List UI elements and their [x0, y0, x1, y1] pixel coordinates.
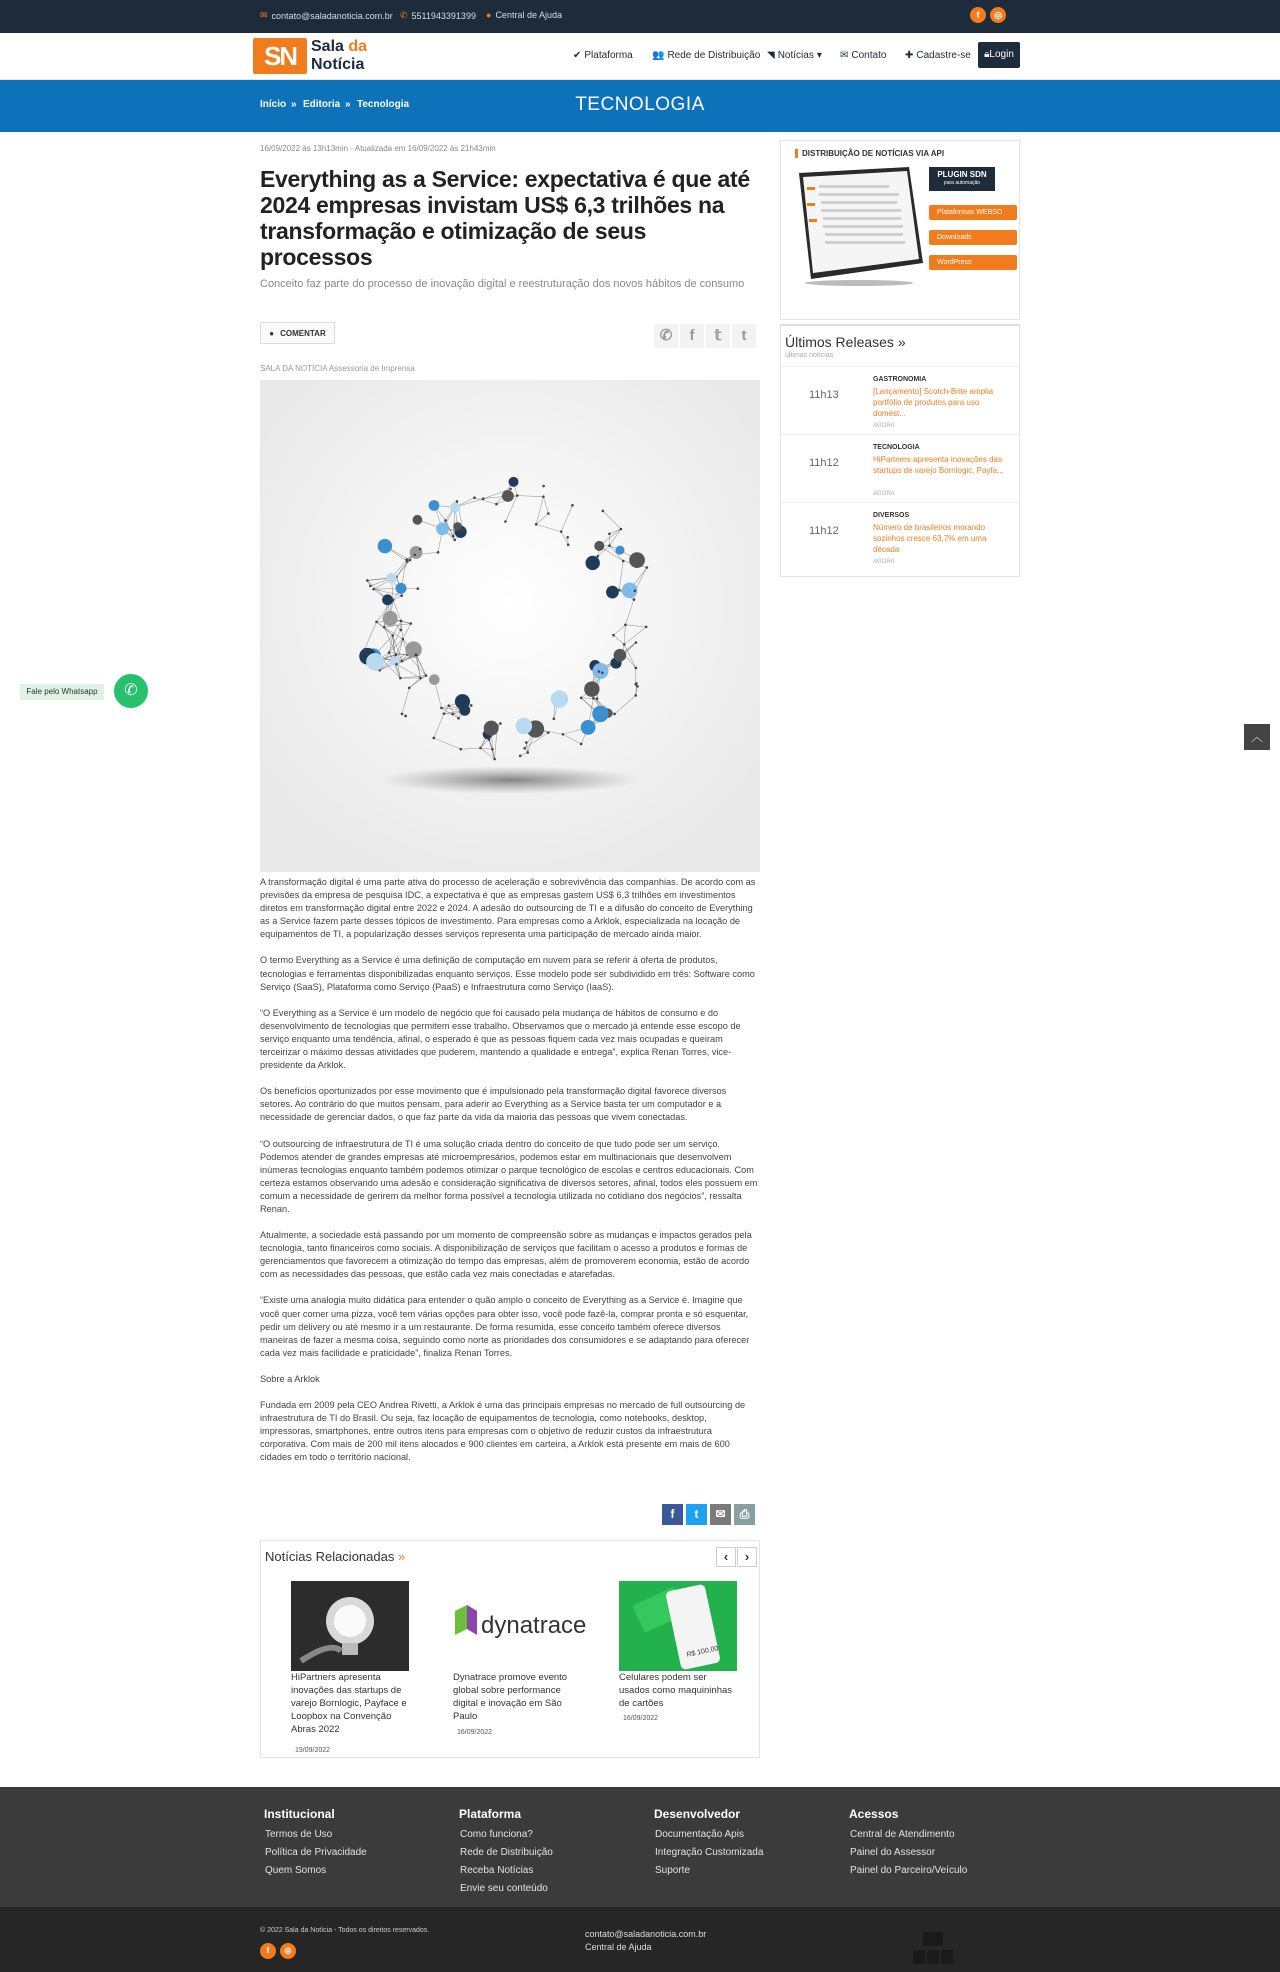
releases-subtitle: últimas notícias: [785, 352, 834, 359]
share-twitter-button[interactable]: t: [686, 1504, 707, 1525]
plugin-sdn-label: PLUGIN SDN para automação: [929, 167, 995, 191]
whatsapp-icon: ✆: [400, 10, 408, 20]
related-image[interactable]: [453, 1581, 587, 1671]
article-meta: 16/09/2022 às 13h13min - Atualizada em 16/09/2022 às 21h43min: [260, 144, 496, 153]
site-footer: [0, 1787, 1280, 1907]
envelope-icon: ✉: [260, 10, 268, 20]
article-hero-image: [260, 380, 760, 872]
related-next-button[interactable]: ›: [737, 1547, 757, 1567]
article-credit: SALA DA NOTÍCIA Assessoria de Imprensa: [260, 364, 415, 373]
article-paragraph: O termo Everything as a Service é uma definição de computação em nuvem para se referir à oferta de produtos, tecnologias e ferramentas disponibilizadas enquanto serviços. Esse modelo pode ser subdividido em três: Software como Serviço (SaaS), Plataforma como Serviço (PaaS) e Infraestrutura como Serviço (IaaS).: [260, 955, 755, 992]
section-band: [0, 80, 1280, 132]
breadcrumb-separator-icon: »: [291, 99, 297, 110]
article-subtitle: Conceito faz parte do processo de inovação digital e reestruturação dos novos hábitos de consumo: [260, 278, 745, 290]
api-dashboard-illustration: [799, 167, 927, 287]
footer-link[interactable]: Painel do Parceiro/Veículo: [850, 1865, 968, 1876]
share-whatsapp-icon[interactable]: ✆: [654, 324, 678, 348]
article-paragraph: “Existe uma analogia muito didática para entender o quão amplo o conceito de Everything as a Service é. Imagine que você quer comer uma pizza, você tem várias opções para obter isso, você pode fazê-la, comprar pronta e só esquentar, pedir um delivery ou até mesmo ir a um restaurante. De forma resumida, esse conceito também oferece diversos maneiras de fazer a mesma coisa, seguindo como norte as prioridades dos consumidores e se adaptando para oferecer cada vez mais facilidade e praticidade”, finaliza Renan Torres.: [260, 1295, 750, 1358]
footer-link[interactable]: Rede de Distribuição: [460, 1847, 553, 1858]
site-header: [0, 33, 1280, 80]
footer-link[interactable]: Como funciona?: [460, 1829, 533, 1840]
rss-icon: ◥: [767, 50, 775, 61]
related-title: Notícias Relacionadas »: [265, 1549, 406, 1564]
related-prev-button[interactable]: ‹: [716, 1547, 736, 1567]
footer-link[interactable]: Integração Customizada: [655, 1847, 764, 1858]
article-title: Everything as a Service: expectativa é que até 2024 empresas invistam US$ 6,3 trilhões na transformação e otimização de seus processos: [260, 166, 750, 270]
instagram-icon[interactable]: ◎: [280, 1943, 296, 1959]
breadcrumb-editoria[interactable]: Editoria: [303, 99, 341, 110]
footer-link[interactable]: Envie seu conteúdo: [460, 1883, 548, 1894]
envelope-icon: ✉: [840, 50, 849, 61]
api-button-wordpress[interactable]: WordPress: [929, 255, 1017, 270]
svg-text:dynatrace: dynatrace: [481, 1612, 587, 1639]
footer-link[interactable]: Painel do Assessor: [850, 1847, 936, 1858]
releases-title[interactable]: Últimos Releases »: [785, 334, 906, 350]
release-item[interactable]: 11h13 GASTRONOMIA [Lançamento] Scotch-Brite amplia portfólio de produtos para uso domést... AGORA: [781, 366, 1019, 434]
top-help-link[interactable]: ● Central de Ajuda: [486, 10, 562, 20]
release-item[interactable]: 11h12 DIVERSOS Número de brasileiros morando sozinhos cresce 63,7% em uma década AGORA: [781, 502, 1019, 570]
footer-link[interactable]: Quem Somos: [265, 1865, 327, 1876]
breadcrumb-separator-icon: »: [345, 99, 351, 110]
top-bar: [0, 0, 1280, 33]
footer-link[interactable]: Política de Privacidade: [265, 1847, 367, 1858]
print-button[interactable]: ⎙: [734, 1504, 755, 1525]
related-date: 19/09/2022: [295, 1747, 331, 1754]
api-title: DISTRIBUIÇÃO DE NOTÍCIAS VIA API: [795, 149, 944, 158]
plus-icon: ✚: [905, 50, 914, 61]
related-date: 16/09/2022: [457, 1729, 493, 1736]
article-paragraph: A transformação digital é uma parte ativa do processo de aceleração e sobrevivência das companhias. De acordo com as previsões da empresa de pesquisa IDC, a expectativa é que as empresas gastem US$ 6,3 trilhões em investimentos diretos em transformação digital entre 2022 e 2024. A adesão do outsourcing de TI e a difusão do conceito de Everything as a Service fazem parte desses tópicos de investimento. Para empresas como a Arklok, especializada na locação de equipamentos de TI, a popularização desses serviços representa uma participação de mercado ainda maior.: [260, 877, 756, 940]
related-date: 16/09/2022: [623, 1715, 659, 1722]
comment-button[interactable]: ● COMENTAR: [260, 322, 335, 344]
lock-icon: 🔒︎: [984, 49, 990, 60]
footer-email[interactable]: contato@saladanoticia.com.br: [585, 1929, 707, 1939]
article-body: [260, 876, 760, 1477]
footer-heading: Plataforma: [459, 1807, 522, 1821]
footer-link[interactable]: Suporte: [655, 1865, 691, 1876]
share-facebook-icon[interactable]: f: [680, 324, 704, 348]
related-image[interactable]: [619, 1581, 737, 1671]
logo-text[interactable]: Sala da Notícia: [311, 38, 368, 73]
share-tumblr-icon[interactable]: t: [732, 324, 756, 348]
users-icon: 👥: [652, 50, 665, 61]
footer-heading: Institucional: [264, 1807, 335, 1821]
whatsapp-label[interactable]: Fale pelo Whatsapp: [20, 684, 104, 700]
article-paragraph: “O outsourcing de infraestrutura de TI é uma solução criada dentro do conceito de que tudo pode ser um serviço. Podemos atender de grandes empresas até microempresários, podemos estar em multinacionais que desenvolvem inúmeras tecnologias enquanto também podemos otimizar o parque tecnológico de escolas e centros educacionais. Com certeza estamos observando uma adesão e consideração significativa de diversos setores, afinal, todos eles possuem em comum a necessidade de gerirem da melhor forma possível a tecnologia utilizada no cotidiano dos negócios”, ressalta Renan.: [260, 1138, 758, 1214]
related-news: [260, 1540, 760, 1758]
svg-text:R$ 100,00: R$ 100,00: [686, 1645, 720, 1659]
nav-contato[interactable]: ✉ Contato: [840, 50, 887, 61]
network-ring-illustration: [260, 380, 760, 872]
footer-help[interactable]: Central de Ajuda: [585, 1942, 652, 1952]
related-caption[interactable]: HiPartners apresenta inovações das startups de varejo Bornlogic, Payface e Loopbox na Convenção Abras 2022: [291, 1672, 407, 1735]
api-button-downloads[interactable]: Downloads: [929, 230, 1017, 245]
nav-plataforma[interactable]: ✔ Plataforma: [573, 50, 633, 61]
article-paragraph: Os benefícios oportunizados por esse movimento que é impulsionado pela transformação digital favorece diversos setores. Ao contrário do que muitos pensam, para aderir ao Everything as a Service basta ter um computador e a necessidade de gerenciar dados, o que faz parte da vida da maioria das pessoas que vivem conectadas.: [260, 1086, 727, 1123]
footer-link[interactable]: Receba Notícias: [460, 1865, 534, 1876]
facebook-icon[interactable]: f: [260, 1943, 276, 1959]
breadcrumb-inicio[interactable]: Início: [260, 99, 287, 110]
related-caption[interactable]: Celulares podem ser usados como maquininhas de cartões: [619, 1672, 733, 1709]
release-item[interactable]: 11h12 TECNOLOGIA HiPartners apresenta inovações das startups de varejo Bornlogic, Payfa... AGORA: [781, 434, 1019, 502]
related-caption[interactable]: Dynatrace promove evento global sobre performance digital e inovação em São Paulo: [453, 1672, 568, 1722]
facebook-icon[interactable]: f: [970, 7, 986, 23]
login-button[interactable]: 🔒︎Login: [978, 42, 1020, 68]
instagram-icon[interactable]: ◎: [990, 7, 1006, 23]
footer-logo-icon: [913, 1932, 953, 1966]
footer-link[interactable]: Documentação Apis: [655, 1829, 744, 1840]
share-facebook-button[interactable]: f: [662, 1504, 683, 1525]
check-icon: ✔: [573, 50, 582, 61]
breadcrumb-tecnologia[interactable]: Tecnologia: [357, 99, 410, 110]
footer-link[interactable]: Termos de Uso: [265, 1829, 333, 1840]
caret-down-icon: ▾: [816, 50, 822, 61]
footer-heading: Desenvolvedor: [654, 1807, 741, 1821]
share-twitter-icon[interactable]: 𝕥: [706, 324, 730, 348]
article-paragraph: “O Everything as a Service é um modelo de negócio que foi causado pela mudança de hábitos de consumo e do desenvolvimento de tecnologias que permitem esse trabalho. Observamos que o mercado já entende esse escopo de serviço enquanto uma tendência, afinal, o esperado é que as pessoas fiquem cada vez mais ocupadas e queiram terceirizar o máximo dessas atividades que puderem, mantendo a qualidade e entrega”, explica Renan Torres, vice-presidente da Arklok.: [260, 1007, 741, 1071]
footer-bottom: [0, 1907, 1280, 1972]
nav-noticias[interactable]: ◥ Notícias ▾: [767, 50, 822, 61]
api-button-plataformas[interactable]: Plataformas WEBSO: [929, 205, 1017, 220]
scroll-top-icon[interactable]: ︿: [1244, 724, 1270, 750]
related-image[interactable]: [291, 1581, 409, 1671]
section-title: TECNOLOGIA: [575, 94, 705, 115]
share-email-button[interactable]: ✉: [710, 1504, 731, 1525]
chat-icon: ●: [486, 10, 492, 20]
top-email-link[interactable]: ✉ contato@saladanoticia.com.br: [260, 10, 393, 21]
api-promo-box[interactable]: [780, 140, 1020, 320]
article-paragraph: Atualmente, a sociedade está passando por um momento de compreensão sobre as mudanças e impactos gerados pela tecnologia, tanto financeiros como sociais. A disponibilização de serviços que facilitam o acesso a produtos e formas de gerenciamentos que favorecem a otimização do tempo das empresas, além de promoverem economia, estão de acordo com as necessidades das pessoas, que estão cada vez mais conectadas e atarefadas.: [260, 1230, 752, 1280]
comment-icon: ●: [269, 328, 275, 338]
latest-releases: [780, 324, 1020, 577]
nav-rede-distribuicao[interactable]: 👥 Rede de Distribuição: [652, 50, 761, 61]
copyright: © 2022 Sala da Notícia - Todos os direitos reservados.: [260, 1927, 430, 1934]
footer-heading: Acessos: [849, 1807, 899, 1821]
article-paragraph: Fundada em 2009 pela CEO Andrea Rivetti, a Arklok é uma das principais empresas no mercado de full outsourcing de infraestrutura de TI do Brasil. Ou seja, faz locação de equipamentos de tecnologia, como notebooks, desktop, impressoras, smartphones, entre outros itens para empresas com o objetivo de reduzir custos da infraestrutura corporativa. Com mais de 200 mil itens alocados e 900 clientes em carteira, a Arklok está presente em mais de 600 cidades em todo o território nacional.: [260, 1400, 746, 1463]
nav-cadastre-se[interactable]: ✚ Cadastre-se: [905, 50, 971, 61]
logo-mark[interactable]: SN: [253, 38, 307, 74]
top-phone-link[interactable]: ✆ 5511943391399: [400, 10, 476, 21]
article-subheading: Sobre a Arklok: [260, 1373, 320, 1384]
whatsapp-icon[interactable]: ✆: [114, 674, 148, 708]
footer-link[interactable]: Central de Atendimento: [850, 1829, 955, 1840]
